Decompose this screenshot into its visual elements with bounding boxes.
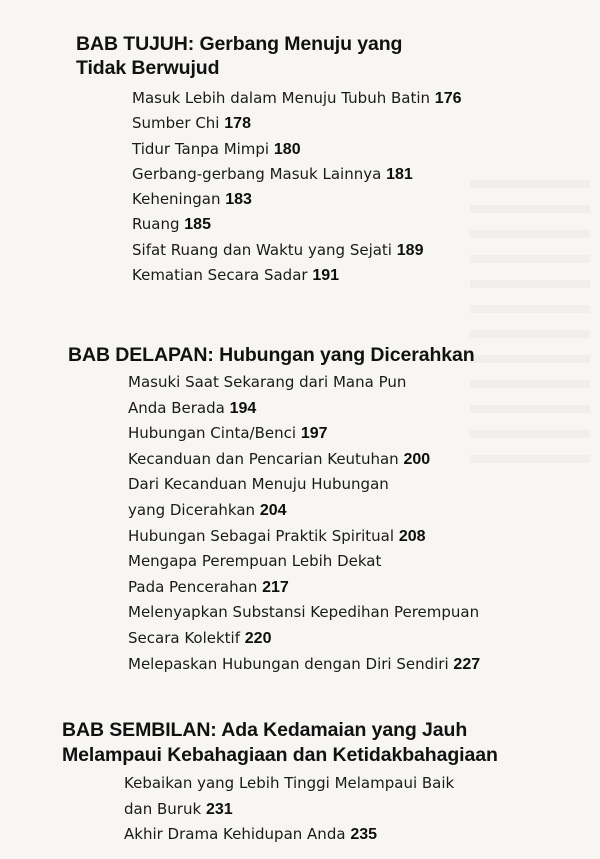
- page-number: 217: [262, 578, 289, 596]
- chapter-title-line: Tidak Berwujud: [76, 57, 220, 79]
- chapter-title-line: BAB TUJUH: Gerbang Menuju yang: [76, 33, 403, 55]
- toc-entry: [128, 421, 600, 447]
- page-number: 235: [350, 826, 378, 843]
- entry-title-continued: Anda Berada: [128, 398, 225, 417]
- toc-entry: [132, 187, 600, 212]
- page-number: 231: [205, 800, 233, 818]
- toc-entry: [132, 162, 600, 187]
- page-number: 183: [225, 191, 252, 209]
- page-number: 194: [229, 399, 257, 417]
- chapter-title: [0, 718, 600, 768]
- entry-title-continued: Pada Pencerahan: [128, 577, 258, 596]
- page-number: 180: [273, 140, 301, 158]
- chapter-title-line: BAB DELAPAN: Hubungan yang Dicerahkan: [68, 344, 475, 366]
- page-number: 178: [224, 115, 251, 133]
- entry-title: Tidur Tanpa Mimpi: [132, 139, 270, 158]
- page-number: 181: [386, 165, 413, 183]
- toc-entry: [128, 652, 600, 678]
- toc-entry: [128, 370, 600, 421]
- entry-title: Ruang: [132, 215, 180, 234]
- toc-entry: [128, 447, 600, 473]
- page-number: 200: [403, 450, 431, 468]
- toc-entry: [128, 524, 600, 550]
- entry-title: Kebaikan yang Lebih Tinggi Melampaui Baik: [124, 774, 455, 792]
- page-number: 197: [300, 425, 328, 443]
- entry-title: Mengapa Perempuan Lebih Dekat: [128, 552, 382, 571]
- page-number: 185: [184, 216, 211, 234]
- page-number: 191: [312, 267, 340, 285]
- toc-entry: [132, 137, 600, 162]
- page-number: 204: [259, 501, 287, 519]
- chapter-8-section: [0, 343, 600, 677]
- toc-entry: [132, 238, 600, 263]
- page-number: 220: [244, 629, 272, 647]
- page-number: 176: [434, 90, 462, 107]
- entry-title: Sumber Chi: [132, 114, 220, 133]
- entry-title: Hubungan Cinta/Benci: [128, 424, 297, 443]
- entry-title: Keheningan: [132, 190, 221, 209]
- toc-entry: [132, 111, 600, 136]
- toc-entry-list: [0, 370, 600, 677]
- entry-title-continued: dan Buruk: [124, 799, 202, 818]
- entry-title-continued: yang Dicerahkan: [128, 500, 256, 519]
- chapter-title: [0, 343, 600, 368]
- toc-entry: [124, 771, 600, 822]
- toc-entry: [132, 263, 600, 288]
- page-number: 227: [453, 655, 481, 673]
- entry-title: Melenyapkan Substansi Kepedihan Perempuan: [128, 603, 480, 622]
- chapter-title-line: BAB SEMBILAN: Ada Kedamaian yang Jauh: [62, 719, 468, 741]
- entry-title: Kematian Secara Sadar: [132, 266, 308, 285]
- chapter-title: [0, 32, 600, 80]
- entry-title: Masuk Lebih dalam Menuju Tubuh Batin: [132, 89, 431, 107]
- toc-entry: [128, 549, 600, 600]
- entry-title: Akhir Drama Kehidupan Anda: [124, 825, 346, 843]
- toc-entry: [124, 822, 600, 848]
- toc-entry: [128, 472, 600, 523]
- entry-title: Hubungan Sebagai Praktik Spiritual: [128, 526, 395, 545]
- chapter-7-section: [0, 32, 600, 288]
- toc-entry: [132, 212, 600, 237]
- entry-title: Gerbang-gerbang Masuk Lainnya: [132, 164, 382, 183]
- entry-title: Kecanduan dan Pencarian Keutuhan: [128, 449, 399, 468]
- entry-title: Sifat Ruang dan Waktu yang Sejati: [132, 240, 392, 259]
- toc-entry-list: [0, 86, 600, 288]
- entry-title: Melepaskan Hubungan dengan Diri Sendiri: [128, 654, 449, 673]
- entry-title: Dari Kecanduan Menuju Hubungan: [128, 475, 389, 494]
- toc-entry-list: [0, 771, 600, 848]
- toc-entry: [128, 600, 600, 651]
- chapter-title-line: Melampaui Kebahagiaan dan Ketidakbahagiaan: [62, 744, 498, 766]
- page-number: 189: [396, 241, 424, 259]
- entry-title-continued: Secara Kolektif: [128, 628, 240, 647]
- chapter-9-section: [0, 718, 600, 848]
- toc-entry: [132, 86, 600, 111]
- page-number: 208: [398, 527, 426, 545]
- entry-title: Masuki Saat Sekarang dari Mana Pun: [128, 373, 407, 391]
